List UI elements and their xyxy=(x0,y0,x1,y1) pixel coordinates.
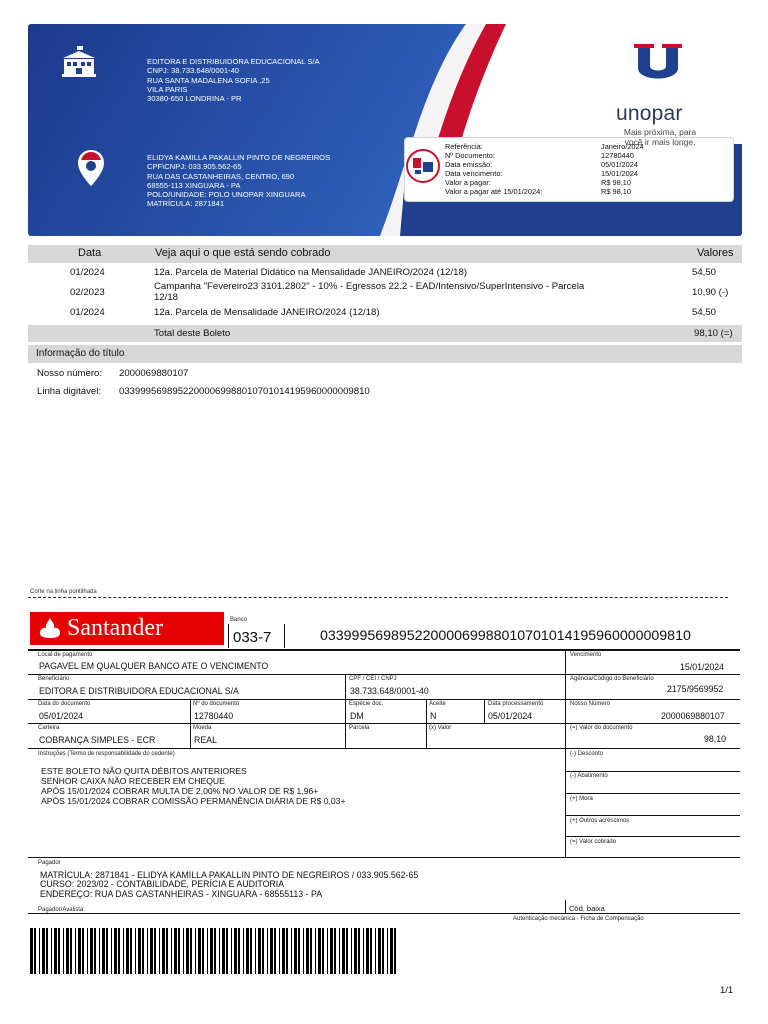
barcode-bar xyxy=(390,928,393,974)
barcode-bar xyxy=(291,928,292,974)
barcode-bar xyxy=(66,928,69,974)
nosso-numero-box-value: 2000069880107 xyxy=(661,711,725,721)
instrucoes-text: ESTE BOLETO NÃO QUITA DÉBITOS ANTERIORES SENHOR CAIXA NÃO RECEBER EM CHEQUE APÓS 15/01/2024 COBRAR MULTA DE 2,00% NO VALOR DE R$ 1,96+ APÓS 15/01/2024 COBRAR COMISSÃO PERMANÊNCIA DIÁRIA DE R$ 0,03+ xyxy=(41,766,346,806)
barcode-bar xyxy=(63,928,64,974)
barcode-bar xyxy=(90,928,93,974)
barcode-bar xyxy=(342,928,345,974)
row-description: Campanha "Fevereiro23 3101.2802" - 10% - Egressos 22.2 - EAD/Intensivo/SuperIntensivo - Parcela 12/18 xyxy=(154,281,585,303)
barcode-bar xyxy=(298,928,300,974)
barcode-bar xyxy=(202,928,204,974)
nosso-numero-value: 2000069880107 xyxy=(119,368,189,379)
brand-tagline xyxy=(618,128,702,147)
barcode-bar xyxy=(58,928,60,974)
parcela-label: Parcela xyxy=(349,725,370,731)
barcode-bar xyxy=(378,928,381,974)
barcode-bar xyxy=(135,928,136,974)
outros-acrescimos-label: (+) Outros acréscimos xyxy=(570,818,630,824)
beneficiario-label: Beneficiário xyxy=(38,676,70,682)
especie-doc-label: Espécie doc. xyxy=(349,701,384,707)
linha-digitavel-label: Linha digitável: xyxy=(37,386,102,397)
barcode-bar xyxy=(250,928,252,974)
document-number-value: 12780440 xyxy=(601,151,634,160)
charges-table-header xyxy=(28,245,742,263)
building-icon xyxy=(62,46,96,78)
barcode-bar xyxy=(178,928,180,974)
brand-name: unopar xyxy=(616,102,683,125)
beneficiary-line: CNPJ: 38.733.648/0001-40 xyxy=(147,66,240,76)
instrucoes-label: Instruções (Termo de responsabilidade do cedente) xyxy=(38,751,175,757)
barcode-bar xyxy=(78,928,81,974)
barcode-bar xyxy=(282,928,285,974)
title-info-header xyxy=(28,345,742,363)
barcode-bar xyxy=(34,928,36,974)
barcode-bar xyxy=(382,928,384,974)
table-row xyxy=(28,281,742,305)
barcode-bar xyxy=(246,928,249,974)
table-row xyxy=(28,267,742,280)
barcode-bar xyxy=(310,928,312,974)
barcode-bar xyxy=(150,928,153,974)
barcode-bar xyxy=(222,928,225,974)
barcode-bar xyxy=(375,928,376,974)
boleto-linha-digitavel: 03399956989522000069988010701014195960000009810 xyxy=(320,628,691,644)
barcode-bar xyxy=(243,928,244,974)
reference-value: Janeiro/2024 xyxy=(601,142,644,151)
amount-until-value: R$ 98,10 xyxy=(601,187,631,196)
barcode-bar xyxy=(262,928,264,974)
barcode-bar xyxy=(138,928,141,974)
barcode-bar xyxy=(231,928,232,974)
barcode-bar xyxy=(162,928,165,974)
x-valor-label: (x) Valor xyxy=(429,725,452,731)
row-value: 54,50 xyxy=(692,267,717,278)
barcode-bar xyxy=(327,928,328,974)
barcode-bar xyxy=(387,928,388,974)
barcode-bar xyxy=(70,928,72,974)
barcode-bar xyxy=(274,928,276,974)
barcode-bar xyxy=(255,928,256,974)
barcode-bar xyxy=(82,928,84,974)
total-row xyxy=(28,325,742,342)
barcode-bar xyxy=(147,928,148,974)
barcode-bar xyxy=(154,928,156,974)
moeda-value: REAL xyxy=(194,735,217,745)
barcode-bar xyxy=(346,928,348,974)
pagador-avalista-label: Pagador/Avalista: xyxy=(38,907,85,913)
valor-cobrado-label: (=) Valor cobrado xyxy=(570,839,617,845)
date-column-header: Data xyxy=(78,247,102,259)
barcode-bar xyxy=(294,928,297,974)
issue-date-label: Data emissão: xyxy=(445,160,493,169)
barcode-bar xyxy=(118,928,120,974)
abatimento-label: (-) Abatimento xyxy=(570,773,608,779)
description-column-header: Veja aqui o que está sendo cobrado xyxy=(155,247,331,259)
amount-label: Valor a pagar: xyxy=(445,178,491,187)
carteira-value: COBRANÇA SIMPLES - ECR xyxy=(39,735,156,745)
barcode-bar xyxy=(394,928,396,974)
payer-line: MATRÍCULA: 2871841 xyxy=(147,199,225,209)
pagador-text: MATRÍCULA: 2871841 - ELIDYA KAMILLA PAKALLIN PINTO DE NEGREIROS / 033.905.562-65 CURSO: 2023/02 - CONTABILIDADE, PERÍCIA E AUDITORIA ENDEREÇO: RUA DAS CASTANHEIRAS - XINGUARA - 68555113 - PA xyxy=(40,870,419,899)
barcode-bar xyxy=(126,928,129,974)
agencia-value: 2175/9569952 xyxy=(667,684,724,694)
barcode-bar xyxy=(106,928,108,974)
row-description: 12a. Parcela de Material Didático na Mensalidade JANEIRO/2024 (12/18) xyxy=(154,267,468,278)
barcode-bar xyxy=(190,928,192,974)
bank-label: Banco xyxy=(230,617,248,623)
row-date: 01/2024 xyxy=(70,307,105,318)
barcode-bar xyxy=(51,928,52,974)
barcode-bar xyxy=(42,928,45,974)
cpf-cnpj-label: CPF / CEI / CNPJ xyxy=(349,676,397,682)
due-date-label: Data vencimento: xyxy=(445,169,503,178)
barcode-bar xyxy=(54,928,57,974)
barcode-bar xyxy=(198,928,201,974)
barcode-bar xyxy=(219,928,220,974)
barcode-bar xyxy=(94,928,96,974)
barcode-bar xyxy=(366,928,369,974)
barcode-bar xyxy=(238,928,240,974)
autenticacao-label: Autenticação mecânica - Ficha de Compensação xyxy=(513,916,644,922)
vencimento-label: Vencimento xyxy=(570,652,602,658)
issue-date-value: 05/01/2024 xyxy=(601,160,638,169)
santander-logo xyxy=(30,612,224,645)
mora-label: (+) Mora xyxy=(570,796,593,802)
numero-documento-label: Nº do documento xyxy=(193,701,240,707)
barcode-bar xyxy=(258,928,261,974)
cpf-cnpj-value: 38.733.648/0001-40 xyxy=(350,686,429,696)
cut-line xyxy=(28,597,728,598)
aceite-value: N xyxy=(430,711,437,721)
barcode-bar xyxy=(166,928,168,974)
due-date-value: 15/01/2024 xyxy=(601,169,638,178)
carteira-label: Carteira xyxy=(38,725,60,731)
row-date: 01/2024 xyxy=(70,267,105,278)
barcode-bar xyxy=(322,928,324,974)
barcode-bar xyxy=(306,928,309,974)
page-number: 1/1 xyxy=(720,985,734,996)
total-label: Total deste Boleto xyxy=(154,328,231,339)
document-number-label: Nº Documento: xyxy=(445,151,495,160)
aceite-label: Aceite xyxy=(429,701,446,707)
payer-line: POLO/UNIDADE: POLO UNOPAR XINGUARA xyxy=(147,190,306,200)
payer-line: ELIDYA KAMILLA PAKALLIN PINTO DE NEGREIROS xyxy=(147,153,331,162)
vencimento-value: 15/01/2024 xyxy=(680,662,725,672)
row-value: 54,50 xyxy=(692,307,717,318)
beneficiary-line: 30380-650 LONDRINA - PR xyxy=(147,94,242,104)
barcode-bar xyxy=(334,928,336,974)
agencia-label: Agência/Código do Beneficiário xyxy=(570,676,654,682)
barcode-bar xyxy=(303,928,304,974)
barcode-bar xyxy=(226,928,228,974)
barcode-bar xyxy=(354,928,357,974)
pagador-label: Pagador xyxy=(38,860,61,866)
barcode-bar xyxy=(174,928,177,974)
barcode-bar xyxy=(330,928,333,974)
santander-flame-icon xyxy=(38,616,62,640)
cod-baixa-label: Cód. baixa xyxy=(569,904,605,913)
barcode-bar xyxy=(363,928,364,974)
payer-header-info xyxy=(147,153,330,209)
barcode-bar xyxy=(183,928,184,974)
reference-label: Referência: xyxy=(445,142,483,151)
payer-line: 68555-113 XINGUARA - PA xyxy=(147,180,241,190)
brand-tagline-line: Mais próxima, para xyxy=(623,127,697,137)
row-value: 10,90 (-) xyxy=(692,287,729,298)
barcode-bar xyxy=(318,928,321,974)
data-processamento-label: Data processamento xyxy=(488,701,544,707)
barcode-bar xyxy=(39,928,40,974)
bank-code: 033-7 xyxy=(233,629,272,646)
linha-digitavel-value: 03399956989522000069988010701014195960000009810 xyxy=(119,386,370,397)
barcode-bar xyxy=(114,928,117,974)
beneficiary-line: RUA SANTA MADALENA SOFIA ,25 xyxy=(147,75,270,85)
barcode-bar xyxy=(195,928,196,974)
payer-line: CPF\CNPJ: 033.905.562-65 xyxy=(147,162,242,172)
row-date: 02/2023 xyxy=(70,287,105,298)
location-pin-icon xyxy=(76,148,106,188)
title-info-label: Informação do título xyxy=(36,348,125,359)
total-value: 98,10 (=) xyxy=(694,328,733,339)
barcode-bar xyxy=(351,928,352,974)
barcode-seal-icon xyxy=(405,148,441,184)
valor-documento-value: 98,10 xyxy=(704,734,727,744)
barcode-bar xyxy=(111,928,112,974)
amount-until-label: Valor a pagar até 15/01/2024: xyxy=(445,187,543,196)
barcode-bar xyxy=(210,928,213,974)
barcode-bar xyxy=(159,928,160,974)
moeda-label: Moeda xyxy=(193,725,212,731)
barcode-bar xyxy=(315,928,316,974)
beneficiary-line: EDITORA E DISTRIBUIDORA EDUCACIONAL S/A xyxy=(147,57,320,66)
brand-tagline-line: você ir mais longe. xyxy=(624,136,696,147)
local-pagamento-label: Local de pagamento xyxy=(38,652,93,658)
desconto-label: (-) Desconto xyxy=(570,751,604,757)
barcode-bar xyxy=(30,928,33,974)
barcode-bar xyxy=(130,928,132,974)
payer-line: RUA DAS CASTANHEIRAS, CENTRO, 690 xyxy=(147,171,295,181)
header-banner xyxy=(28,24,742,236)
data-documento-label: Data do documento xyxy=(38,701,91,707)
barcode-bar xyxy=(339,928,340,974)
barcode-bar xyxy=(279,928,280,974)
beneficiary-line: VILA PARIS xyxy=(147,84,188,94)
barcode-bar xyxy=(99,928,100,974)
beneficiary-header-info xyxy=(147,57,320,103)
barcode-bar xyxy=(358,928,360,974)
local-pagamento-value: PAGAVEL EM QUALQUER BANCO ATE O VENCIMENTO xyxy=(39,661,269,671)
barcode-bar xyxy=(123,928,124,974)
santander-logo-text: Santander xyxy=(67,615,163,641)
barcode-bar xyxy=(214,928,216,974)
barcode-bar xyxy=(87,928,88,974)
barcode-bar xyxy=(171,928,172,974)
barcode-bar xyxy=(267,928,268,974)
barcode-bar xyxy=(270,928,273,974)
beneficiario-value: EDITORA E DISTRIBUIDORA EDUCACIONAL S/A xyxy=(39,686,239,696)
nosso-numero-label: Nosso número: xyxy=(37,368,103,379)
barcode-bar xyxy=(186,928,189,974)
nosso-numero-box-label: Nosso Número xyxy=(570,701,611,707)
barcode-bar xyxy=(286,928,288,974)
barcode-bar xyxy=(370,928,372,974)
data-documento-value: 05/01/2024 xyxy=(39,711,84,721)
data-processamento-value: 05/01/2024 xyxy=(488,711,533,721)
unopar-logo-icon xyxy=(632,42,684,82)
barcode-bar xyxy=(234,928,237,974)
valor-documento-label: (=) Valor do documento xyxy=(570,725,633,731)
value-column-header: Valores xyxy=(697,247,734,259)
barcode-bar xyxy=(46,928,48,974)
cut-line-label: Corte na linha pontilhada xyxy=(30,589,97,595)
barcode xyxy=(30,928,400,974)
barcode-bar xyxy=(75,928,76,974)
especie-doc-value: DM xyxy=(350,711,364,721)
barcode-bar xyxy=(207,928,208,974)
barcode-bar xyxy=(142,928,144,974)
table-row xyxy=(28,307,742,320)
numero-documento-value: 12780440 xyxy=(194,711,234,721)
amount-value: R$ 98,10 xyxy=(601,178,631,187)
row-description: 12a. Parcela de Mensalidade JANEIRO/2024 (12/18) xyxy=(154,307,380,318)
barcode-bar xyxy=(102,928,105,974)
